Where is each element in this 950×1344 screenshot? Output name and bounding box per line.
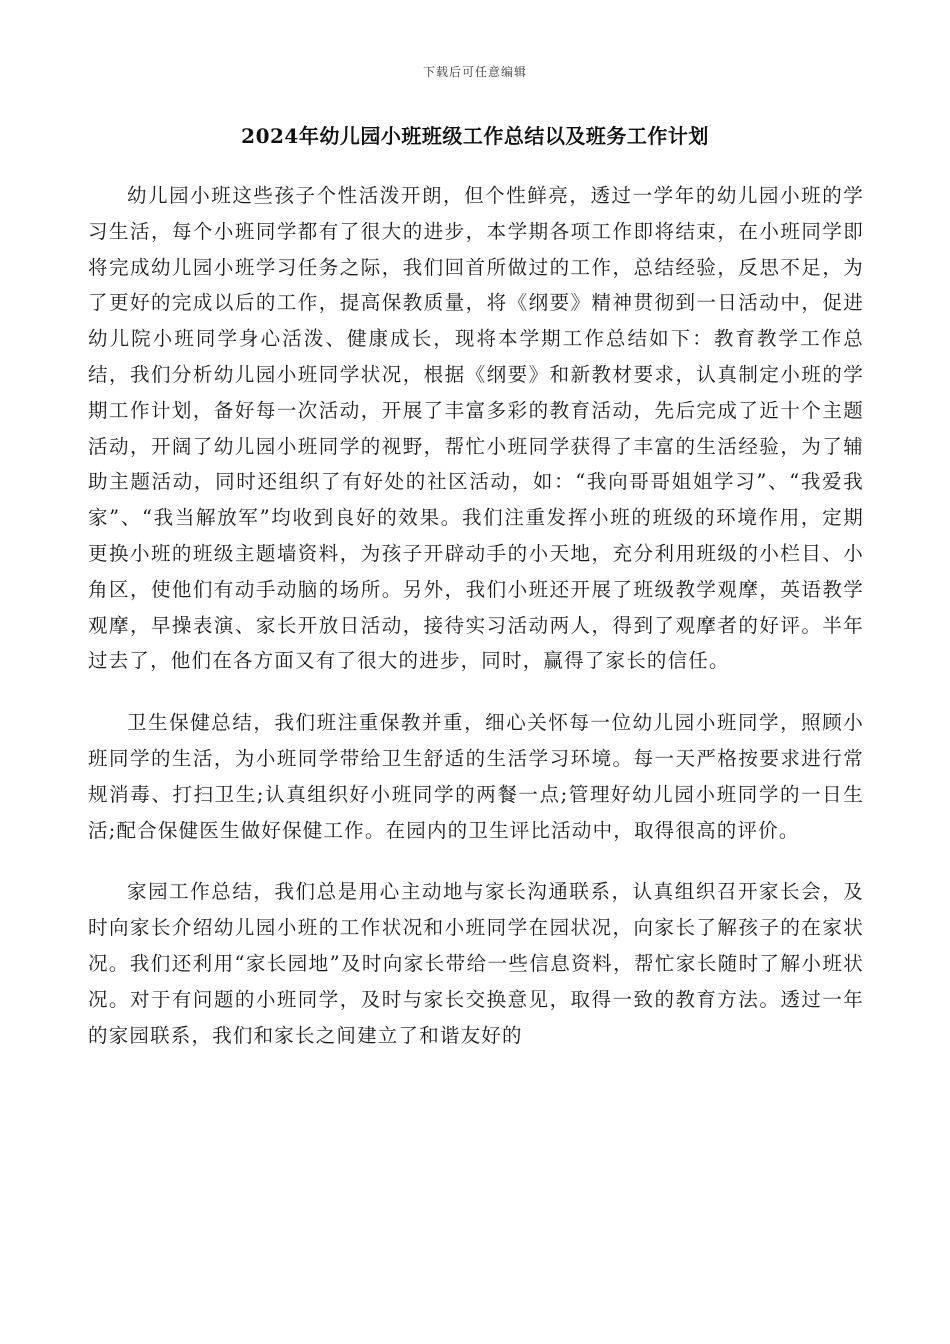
document-title: 2024年幼儿园小班班级工作总结以及班务工作计划 [241, 124, 709, 148]
header-note: 下载后可任意编辑 [422, 65, 527, 79]
paragraph-health-summary: 卫生保健总结，我们班注重保教并重，细心关怀每一位幼儿园小班同学，照顾小班同学的生活，为小班同学带给卫生舒适的生活学习环境。每一天严格按要求进行常规消毒、打扫卫生;认真组织好小班同学的两餐一点;管理好幼儿园小班同学的一日生活;配合保健医生做好保健工作。在园内的卫生评比活动中，取得很高的评价。 [88, 711, 864, 842]
document-body [88, 178, 864, 1053]
paragraph-home-school-summary: 家园工作总结，我们总是用心主动地与家长沟通联系，认真组织召开家长会，及时向家长介绍幼儿园小班的工作状况和小班同学在园状况，向家长了解孩子的在家状况。我们还利用“家长园地”及时向家长带给一些信息资料，帮忙家长随时了解小班状况。对于有问题的小班同学，及时与家长交换意见，取得一致的教育方法。透过一年的家园联系，我们和家长之间建立了和谐友好的 [88, 880, 864, 1047]
paragraph-teaching-summary: 幼儿园小班这些孩子个性活泼开朗，但个性鲜亮，透过一学年的幼儿园小班的学习生活，每个小班同学都有了很大的进步，本学期各项工作即将结束，在小班同学即将完成幼儿园小班学习任务之际，我们回首所做过的工作，总结经验，反思不足，为了更好的完成以后的工作，提高保教质量，将《纲要》精神贯彻到一日活动中，促进幼儿院小班同学身心活泼、健康成长，现将本学期工作总结如下：教育教学工作总结，我们分析幼儿园小班同学状况，根据《纲要》和新教材要求，认真制定小班的学期工作计划，备好每一次活动，开展了丰富多彩的教育活动，先后完成了近十个主题活动，开阔了幼儿园小班同学的视野，帮忙小班同学获得了丰富的生活经验，为了辅助主题活动，同时还组织了有好处的社区活动，如：“我向哥哥姐姐学习”、“我爱我家”、“我当解放军”均收到良好的效果。我们注重发挥小班的班级的环境作用，定期更换小班的班级主题墙资料，为孩子开辟动手的小天地，充分利用班级的小栏目、小角区，使他们有动手动脑的场所。另外，我们小班还开展了班级教学观摩，英语教学观摩，早操表演、家长开放日活动，接待实习活动两人，得到了观摩者的好评。半年过去了，他们在各方面又有了很大的进步，同时，赢得了家长的信任。 [88, 184, 864, 673]
